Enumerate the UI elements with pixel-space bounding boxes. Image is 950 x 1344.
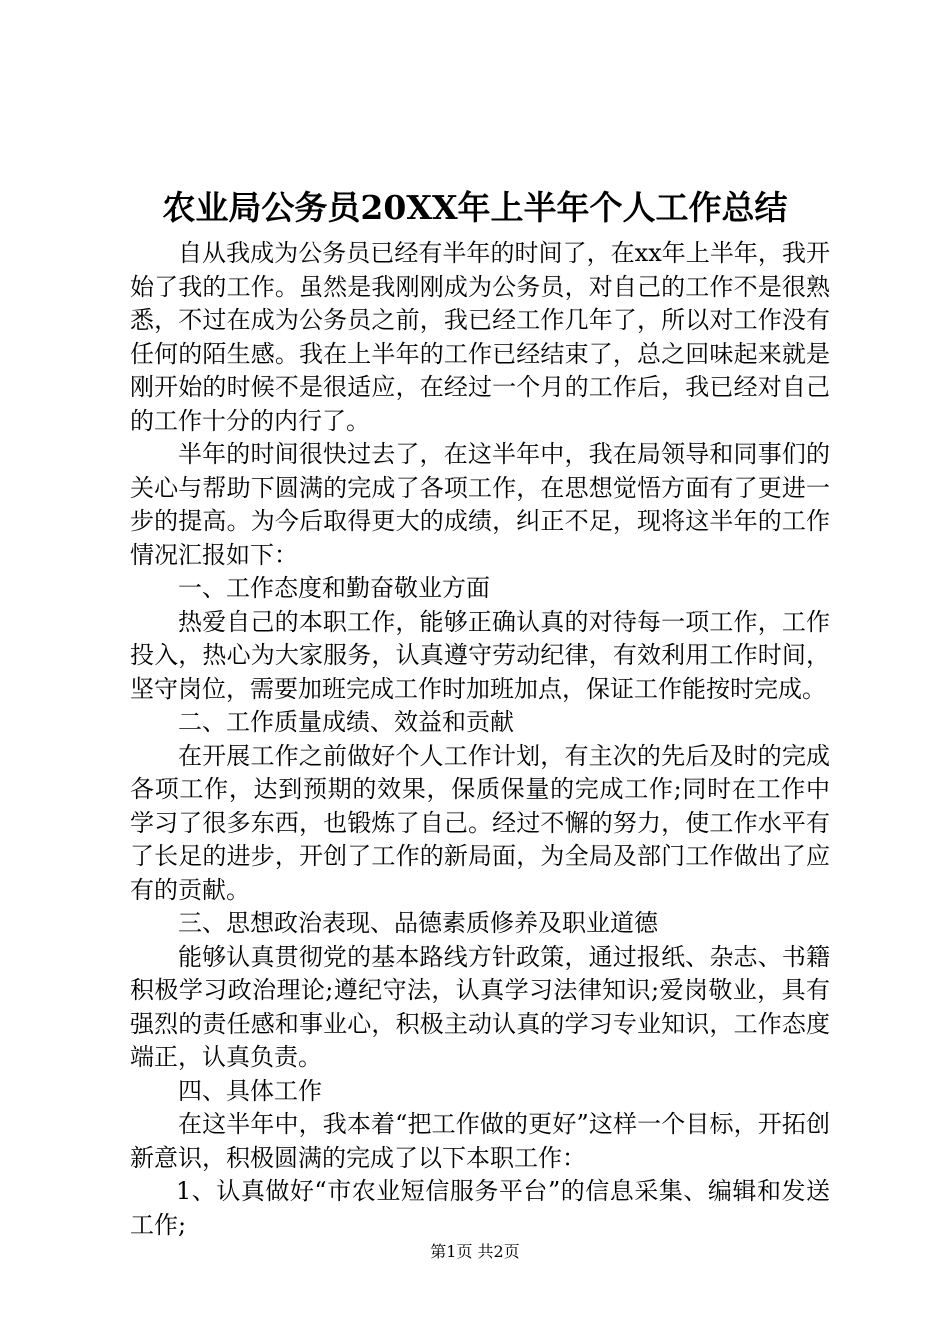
paragraph-section-4: 在这半年中，我本着“把工作做的更好”这样一个目标，开拓创新意识，积极圆满的完成了以下本职工作： <box>130 1110 830 1172</box>
paragraph-section-1: 热爱自己的本职工作，能够正确认真的对待每一项工作，工作投入，热心为大家服务，认真遵守劳动纪律，有效利用工作时间，坚守岗位，需要加班完成工作时加班加点，保证工作能按时完成。 <box>130 607 830 703</box>
section-heading-1: 一、工作态度和勤奋敬业方面 <box>178 574 490 602</box>
section-heading-2: 二、工作质量成绩、效益和贡献 <box>178 708 514 736</box>
page-footer: 第1页 共2页 <box>430 1242 520 1261</box>
paragraph-section-2: 在开展工作之前做好个人工作计划，有主次的先后及时的完成各项工作，达到预期的效果，保质保量的完成工作;同时在工作中学习了很多东西，也锻炼了自己。经过不懈的努力，使工作水平有了长足的进步，开创了工作的新局面，为全局及部门工作做出了应有的贡献。 <box>130 741 830 904</box>
section-heading-3: 三、思想政治表现、品德素质修养及职业道德 <box>178 909 658 937</box>
document-title: 农业局公务员20XX年上半年个人工作总结 <box>162 188 788 227</box>
paragraph-intro: 自从我成为公务员已经有半年的时间了，在xx年上半年，我开始了我的工作。虽然是我刚刚成为公务员，对自己的工作不是很熟悉，不过在成为公务员之前，我已经工作几年了，所以对工作没有任何的陌生感。我在上半年的工作已经结束了，总之回味起来就是刚开始的时候不是很适应，在经过一个月的工作后，我已经对自己的工作十分的内行了。 <box>130 239 830 435</box>
paragraph-summary: 半年的时间很快过去了，在这半年中，我在局领导和同事们的关心与帮助下圆满的完成了各项工作，在思想觉悟方面有了更进一步的提高。为今后取得更大的成绩，纠正不足，现将这半年的工作情况汇报如下： <box>130 440 830 569</box>
document-body <box>130 237 830 1242</box>
section-heading-4: 四、具体工作 <box>178 1076 322 1105</box>
list-item-1: 1、认真做好“市农业短信服务平台”的信息采集、编辑和发送工作; <box>130 1177 830 1239</box>
paragraph-section-3: 能够认真贯彻党的基本路线方针政策，通过报纸、杂志、书籍积极学习政治理论;遵纪守法，认真学习法律知识;爱岗敬业，具有强烈的责任感和事业心，积极主动认真的学习专业知识，工作态度端正，认真负责。 <box>130 942 830 1071</box>
